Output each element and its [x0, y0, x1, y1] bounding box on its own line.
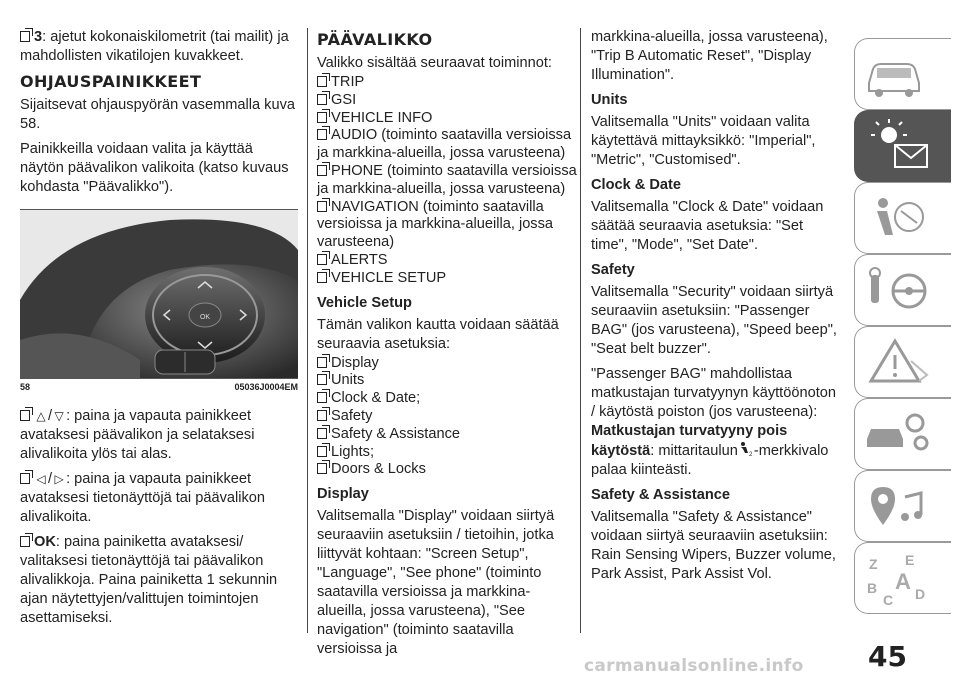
list-item: VEHICLE SETUP: [317, 270, 579, 288]
paragraph-text: : paina ja vapauta painikkeet avataksesi päävalikon ja selataksesi alivalikoita ylös tai alas.: [20, 408, 255, 462]
bullet-icon: [317, 76, 327, 87]
subheading-display: Display: [317, 486, 369, 503]
passenger-bag-text: "Passenger BAG" mahdollistaa matkustajan turvatyynyn käyttöönoton / käytöstä poiston (jos varusteena): Matkustajan turvatyyny pois käytöstä: mittaritaulun 2 -merkkivalo palaa kiinteästi.: [591, 366, 836, 478]
display-text-continued: markkina-alueilla, jossa varusteena), "Trip B Automatic Reset", "Display Illumination".: [591, 29, 828, 83]
triangle-down-icon: ▽: [54, 409, 64, 423]
bullet-icon: [20, 473, 30, 484]
vehicle-setup-list: [317, 355, 579, 480]
column-divider: [307, 28, 308, 633]
paragraph-ok-button: [20, 533, 298, 628]
section-heading-steering-buttons: OHJAUSPAINIKKEET: [20, 72, 202, 91]
list-item: TRIP: [317, 74, 579, 92]
menu-intro: Valikko sisältää seuraavat toiminnot:: [317, 55, 552, 71]
svg-text:Z: Z: [869, 556, 878, 572]
bullet-icon: [317, 428, 327, 439]
svg-text:D: D: [915, 586, 926, 602]
list-item: VEHICLE INFO: [317, 110, 579, 128]
airbag-off-icon: [738, 441, 754, 457]
list-item: Doors & Locks: [317, 461, 579, 479]
triangle-right-icon: ▷: [54, 472, 64, 486]
tab-car[interactable]: [854, 38, 951, 110]
list-item: Safety & Assistance: [317, 426, 579, 444]
paragraph-left-right-buttons: [20, 470, 298, 527]
svg-text:C: C: [883, 592, 894, 608]
safety-assistance-text: Valitsemalla "Safety & Assistance" voidaan siirtyä seuraaviin asetuksiin: Rain Sensing Wipers, Buzzer volume, Park Assist, Park Assist Vol.: [591, 509, 836, 582]
subheading-safety-assistance: Safety & Assistance: [591, 487, 730, 503]
list-item: NAVIGATION (toiminto saatavilla versioissa ja markkina-alueilla, jossa varusteena): [317, 198, 554, 251]
alphabet-index-icon: [855, 543, 951, 613]
figure-code: 05036J0004EM: [234, 382, 298, 392]
dashboard-lights-envelope-icon: [855, 111, 951, 181]
tab-maintenance[interactable]: [854, 398, 951, 470]
steering-wheel-illustration: [20, 210, 298, 378]
clock-text: Valitsemalla "Clock & Date" voidaan säätää seuraavia asetuksia: "Set time", "Mode", "Set Date".: [591, 199, 824, 253]
bullet-icon: [317, 410, 327, 421]
main-menu-list: [317, 74, 579, 288]
triangle-left-icon: ◁: [36, 472, 46, 486]
svg-text:E: E: [905, 552, 915, 568]
vehicle-setup-intro: Tämän valikon kautta voidaan säätää seuraavia asetuksia:: [317, 316, 559, 352]
list-item: Display: [317, 355, 579, 373]
paragraph-text: : ajetut kokonaiskilometrit (tai mailit) ja mahdollisten vikatilojen kuvakkeet.: [20, 29, 289, 64]
passenger-bag-off-label: Matkustajan turvatyyny pois käytöstä: [591, 423, 788, 459]
subheading-units: Units: [591, 92, 628, 108]
bullet-icon: [20, 536, 30, 547]
paragraph-odometer: [20, 28, 298, 66]
units-text: Valitsemalla "Units" voidaan valita käytettävä mittayksikkö: "Imperial", "Metric", "Customised".: [591, 114, 816, 168]
column-2: [317, 28, 579, 665]
chapter-tabs: [854, 38, 950, 638]
car-icon: [855, 39, 951, 109]
bullet-icon: [317, 357, 327, 368]
safety-text: Valitsemalla "Security" voidaan siirtyä seuraaviin asetuksiin: "Passenger BAG" (jos varusteena), "Speed beep", "Seat belt buzzer".: [591, 284, 837, 357]
paragraph-text: : paina ja vapauta painikkeet avataksesi tietonäyttöjä tai päävalikon alivalikoita.: [20, 471, 266, 525]
tab-emergency[interactable]: [854, 326, 951, 398]
media-navigation-icon: [855, 471, 951, 541]
list-item: Lights;: [317, 444, 579, 462]
item-number: 3: [34, 29, 43, 45]
bullet-icon: [20, 31, 30, 42]
subheading-safety: Safety: [591, 262, 635, 278]
column-3: [591, 28, 841, 590]
svg-text:2: 2: [748, 452, 753, 457]
section-heading-main-menu: PÄÄVALIKKO: [317, 30, 433, 49]
slash-separator: /: [48, 471, 53, 487]
list-item: Clock & Date;: [317, 390, 579, 408]
ok-label: OK: [34, 534, 56, 550]
tab-multimedia[interactable]: [854, 470, 951, 542]
warning-triangle-icon: [855, 327, 951, 397]
bullet-icon: [317, 112, 327, 123]
svg-text:A: A: [895, 569, 911, 594]
list-item: Units: [317, 372, 579, 390]
tab-starting-driving[interactable]: [854, 254, 951, 326]
list-item: PHONE (toiminto saatavilla versioissa ja markkina-alueilla, jossa varusteena): [317, 162, 577, 197]
display-text: Valitsemalla "Display" voidaan siirtyä seuraaviin asetuksiin / tietoihin, jotka liittyvät kohtaan: "Screen Setup", "Language", "See phone" (toiminto saatavilla versioissa ja markkina-alueilla, jossa varusteena), "See navigation" (toiminto saatavilla versioissa ja: [317, 508, 555, 658]
bullet-icon: [317, 374, 327, 385]
page-number: 45: [868, 640, 907, 673]
bullet-icon: [317, 129, 327, 140]
paragraph-description: Painikkeilla voidaan valita ja käyttää näytön päävalikon valikoita (katso kuvaus kohdasta "Päävalikko").: [20, 141, 289, 195]
subheading-vehicle-setup: Vehicle Setup: [317, 294, 412, 311]
wrench-steering-icon: [855, 255, 951, 325]
tab-index[interactable]: [854, 542, 951, 614]
paragraph-location: Sijaitsevat ohjauspyörän vasemmalla kuva 58.: [20, 97, 295, 132]
list-item: AUDIO (toiminto saatavilla versioissa ja markkina-alueilla, jossa varusteena): [317, 127, 572, 162]
bullet-icon: [317, 201, 327, 212]
bullet-icon: [317, 165, 327, 176]
watermark: carmanualsonline.info: [584, 656, 804, 676]
figure-caption: [20, 381, 298, 393]
column-1: [20, 28, 298, 634]
svg-text:B: B: [867, 580, 878, 596]
paragraph-text: : paina painiketta avataksesi/ valitaksesi tietonäyttöjä tai päävalikon alivalikkoja. Paina painiketta 1 sekunnin ajan näytettyjen/valittujen toimintojen asettamiseksi.: [20, 534, 278, 626]
bullet-icon: [317, 94, 327, 105]
slash-separator: /: [48, 408, 53, 424]
seat-airbag-icon: [855, 183, 951, 253]
bullet-icon: [317, 254, 327, 265]
figure-number: 58: [20, 382, 31, 392]
tab-dashboard[interactable]: [854, 110, 951, 182]
bullet-icon: [317, 446, 327, 457]
steering-wheel-photo: [20, 209, 298, 379]
bullet-icon: [20, 410, 30, 421]
bullet-icon: [317, 272, 327, 283]
bullet-icon: [317, 463, 327, 474]
svg-text:OK: OK: [199, 314, 211, 321]
column-divider: [580, 28, 581, 633]
list-item: GSI: [317, 92, 579, 110]
triangle-up-icon: △: [36, 409, 46, 423]
car-gears-icon: [855, 399, 951, 469]
list-item: Safety: [317, 408, 579, 426]
subheading-clock-date: Clock & Date: [591, 177, 682, 193]
paragraph-up-down-buttons: [20, 407, 298, 464]
bullet-icon: [317, 392, 327, 403]
list-item: ALERTS: [317, 252, 579, 270]
tab-safety[interactable]: [854, 182, 951, 254]
